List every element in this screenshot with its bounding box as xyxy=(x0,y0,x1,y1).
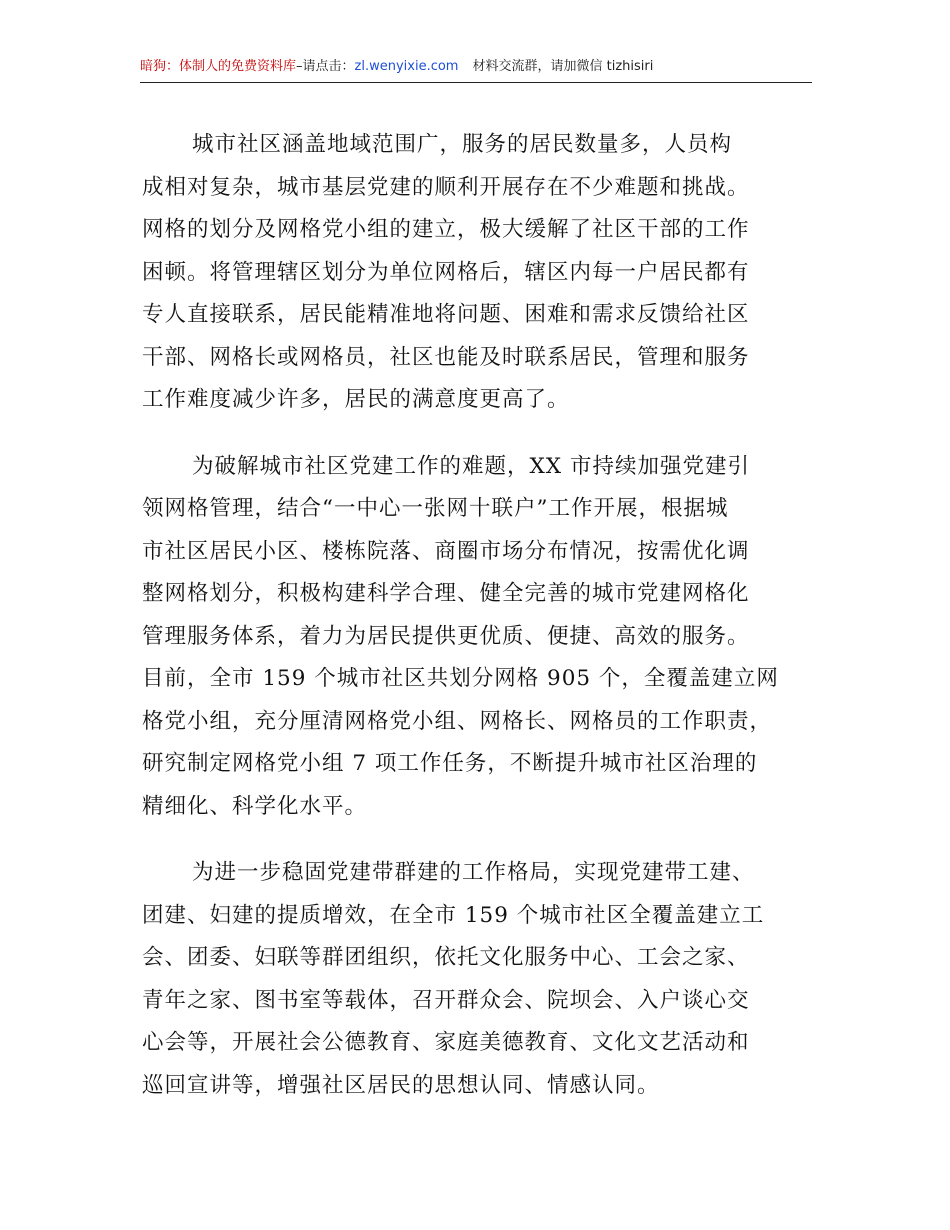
header-click-prompt: –请点击： xyxy=(296,59,355,74)
paragraph-2 xyxy=(142,446,814,829)
text-line: 困顿。将管理辖区划分为单位网格后，辖区内每一户居民都有 xyxy=(142,259,750,285)
paragraph-1 xyxy=(142,124,814,422)
text-line: 网格的划分及网格党小组的建立，极大缓解了社区干部的工作 xyxy=(142,217,750,242)
text-line: 巡回宣讲等，增强社区居民的思想认同、情感认同。 xyxy=(142,1072,660,1098)
header-brand: 暗狗：体制人的免费资料库 xyxy=(140,59,297,74)
text-line: 干部、网格长或网格员，社区也能及时联系居民，管理和服务 xyxy=(142,344,750,370)
text-line: 为进一步稳固党建带群建的工作格局，实现党建带工建、 xyxy=(192,860,755,885)
text-line: 城市社区涵盖地域范围广，服务的居民数量多，人员构 xyxy=(192,132,733,157)
text-line: 格党小组，充分厘清网格党小组、网格长、网格员的工作职责， xyxy=(142,708,773,734)
text-line: 心会等，开展社会公德教育、家庭美德教育、文化文艺活动和 xyxy=(142,1030,750,1055)
page-header xyxy=(140,56,812,83)
document-body xyxy=(142,124,814,1131)
text-line: 研究制定网格党小组 7 项工作任务，不断提升城市社区治理的 xyxy=(142,751,758,776)
text-line: 管理服务体系，着力为居民提供更优质、便捷、高效的服务。 xyxy=(142,623,750,649)
text-line: 会、团委、妇联等群团组织，依托文化服务中心、工会之家、 xyxy=(142,945,750,970)
text-line: 目前，全市 159 个城市社区共划分网格 905 个，全覆盖建立网 xyxy=(142,666,779,691)
text-line: 团建、妇建的提质增效，在全市 159 个城市社区全覆盖建立工 xyxy=(142,902,765,928)
text-line: 工作难度减少许多，居民的满意度更高了。 xyxy=(142,387,570,412)
text-line: 市社区居民小区、楼栋院落、商圈市场分布情况，按需优化调 xyxy=(142,538,750,564)
paragraph-3 xyxy=(142,852,814,1107)
header-url-link[interactable]: zl.wenyixie.com xyxy=(354,59,459,74)
text-line: 为破解城市社区党建工作的难题，XX 市持续加强党建引 xyxy=(192,453,750,479)
header-contact: 材料交流群，请加微信 tizhisiri xyxy=(472,59,654,74)
text-line: 整网格划分，积极构建科学合理、健全完善的城市党建网格化 xyxy=(142,581,750,606)
text-line: 精细化、科学化水平。 xyxy=(142,793,368,819)
text-line: 领网格管理，结合“一中心一张网十联户”工作开展，根据城 xyxy=(142,496,729,521)
text-line: 专人直接联系，居民能精准地将问题、困难和需求反馈给社区 xyxy=(142,302,750,327)
text-line: 青年之家、图书室等载体，召开群众会、院坝会、入户谈心交 xyxy=(142,987,750,1013)
text-line: 成相对复杂，城市基层党建的顺利开展存在不少难题和挑战。 xyxy=(142,174,750,200)
